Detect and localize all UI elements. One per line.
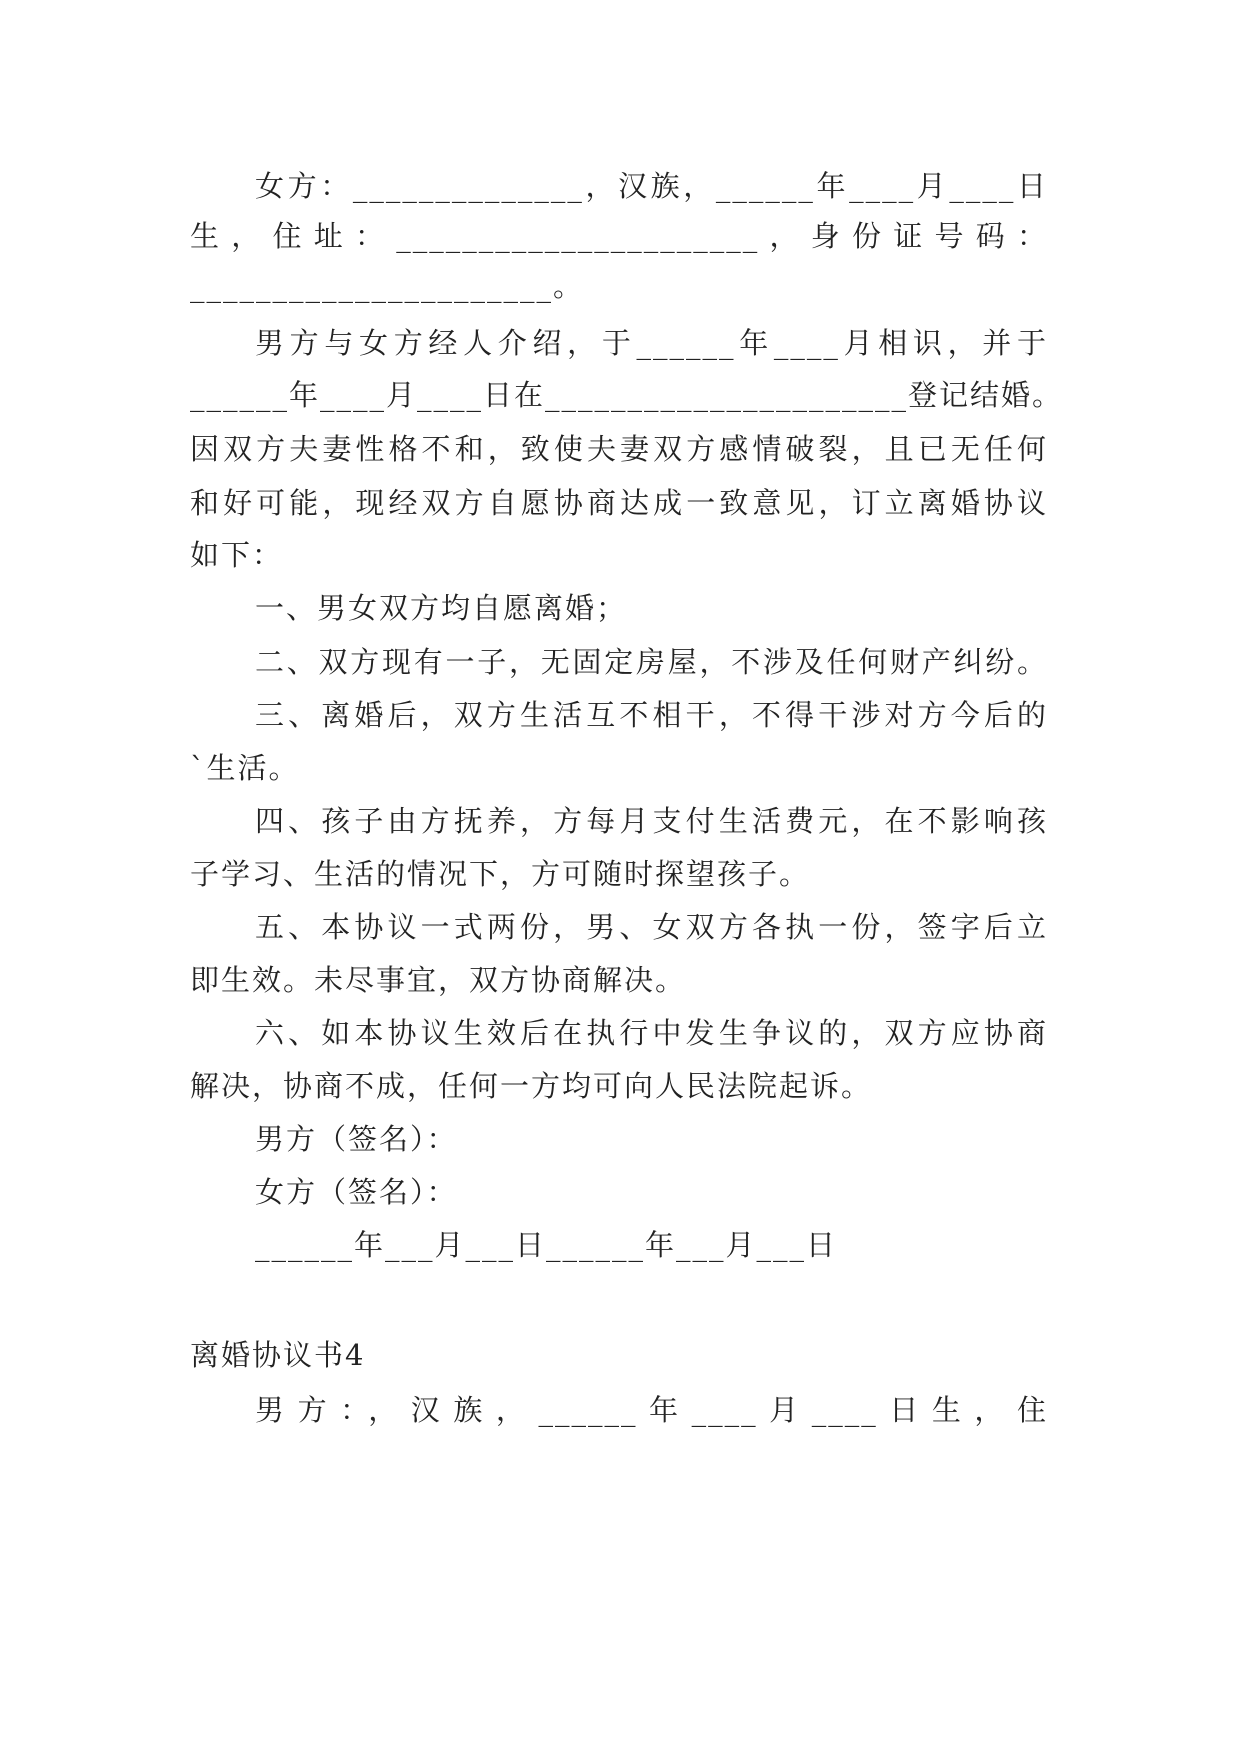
paragraph-line: 和好可能，现经双方自愿协商达成一致意见，订立离婚协议 (190, 486, 1048, 520)
paragraph-line: 如下： (190, 538, 284, 572)
clause-line: 即生效。未尽事宜，双方协商解决。 (190, 963, 687, 997)
paragraph-line: 男方与女方经人介绍，于______年____月相识，并于 (255, 326, 1048, 360)
paragraph-line: ______________________。 (190, 269, 585, 303)
clause-line: 一、男女双方均自愿离婚； (255, 591, 628, 625)
male-signature-line: 男方（签名）： (255, 1122, 458, 1156)
clause-line: 四、孩子由方抚养，方每月支付生活费元，在不影响孩 (255, 804, 1048, 838)
clause-line: 三、离婚后，双方生活互不相干，不得干涉对方今后的 (255, 698, 1048, 732)
clause-line: `生活。 (190, 751, 300, 785)
paragraph-line: 女方：______________，汉族，______年____月____日 (255, 169, 1048, 203)
paragraph-line: 生，住址：______________________，身份证号码： (190, 219, 1048, 253)
clause-line: 六、如本协议生效后在执行中发生争议的，双方应协商 (255, 1016, 1048, 1050)
section-title: 离婚协议书4 (190, 1338, 366, 1372)
clause-line: 解决，协商不成，任何一方均可向人民法院起诉。 (190, 1069, 873, 1103)
paragraph-line: 男方：，汉族，______年____月____日生，住 (255, 1393, 1048, 1427)
paragraph-line: ______年____月____日在______________________登记结婚。 (190, 378, 1064, 412)
clause-line: 二、双方现有一子，无固定房屋，不涉及任何财产纠纷。 (255, 645, 1048, 679)
female-signature-line: 女方（签名）： (255, 1175, 458, 1209)
clause-line: 子学习、生活的情况下，方可随时探望孩子。 (190, 857, 811, 891)
signature-date-line: ______年___月___日______年___月___日 (255, 1228, 838, 1262)
clause-line: 五、本协议一式两份，男、女双方各执一份，签字后立 (255, 910, 1048, 944)
paragraph-line: 因双方夫妻性格不和，致使夫妻双方感情破裂，且已无任何 (190, 432, 1048, 466)
